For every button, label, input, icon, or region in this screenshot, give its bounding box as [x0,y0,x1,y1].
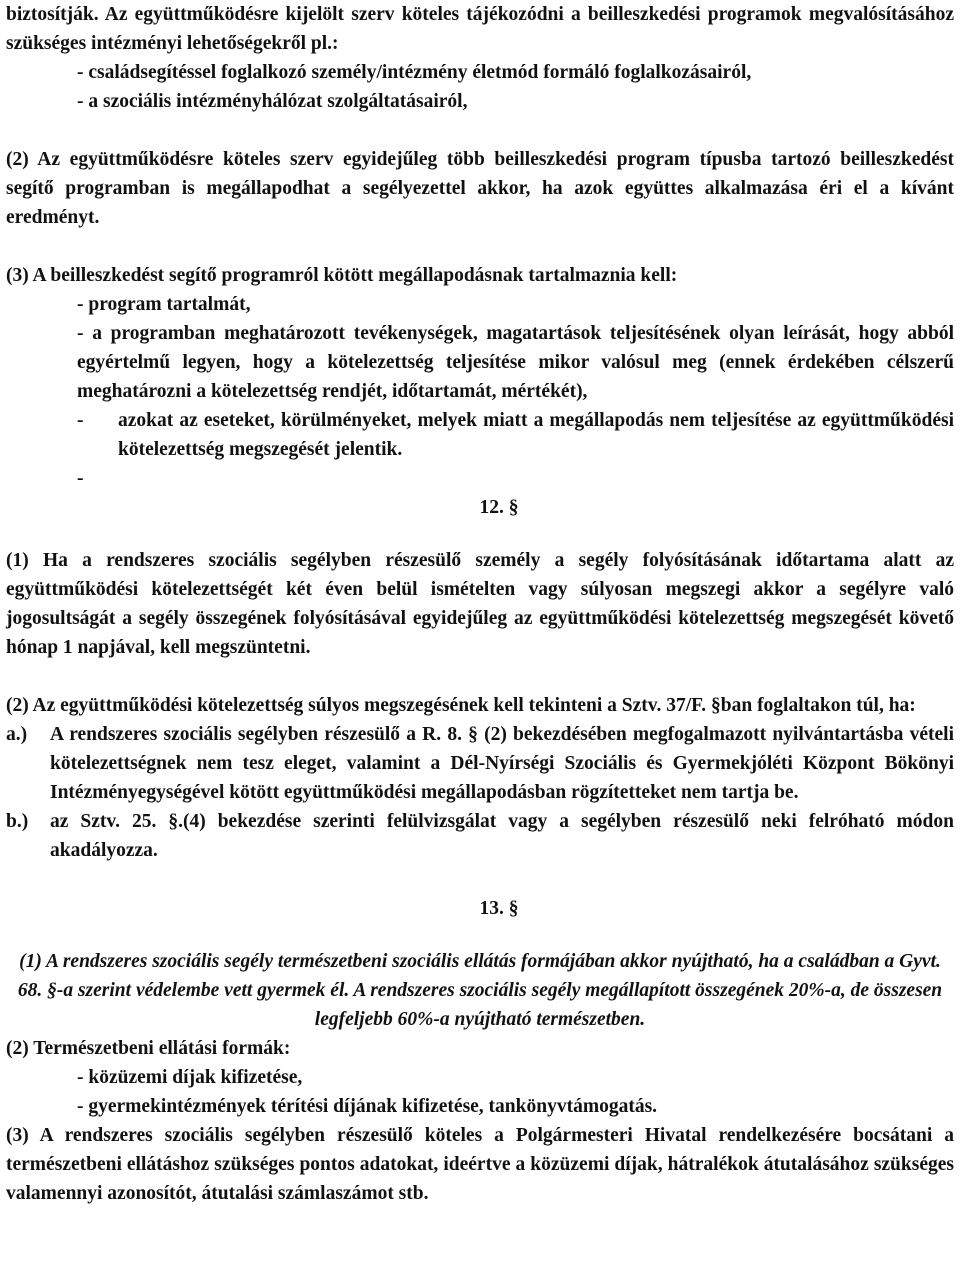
dash-marker: - [77,410,84,431]
paragraph-3-item-empty [6,464,954,493]
intro-paragraph [6,0,954,58]
paragraph-3-item: - a programban meghatározott tevékenységek, magatartások teljesítésének olyan leírását, hogy abból egyértelmű legyen, hogy a kötelezettség teljesítése mikor valósul meg (ennek érdekében célszerű meghatározni a kötelezettség rendjét, időtartamát, mértékét), [77,323,954,402]
paragraph-3-lead: (3) A beilleszkedést segítő programról kötött megállapodásnak tartalmaznia kell: [6,265,678,286]
section-13-paragraph-1: (1) A rendszeres szociális segély természetbeni szociális ellátás formájában akkor nyújtható, ha a családban a Gyvt. 68. §-a szerint védelembe vett gyermek él. A rendszeres szociális segély megállapított összegének 20%-a, de összesen legfeljebb 60%-a nyújtható természetben. [17,951,943,1030]
section-12-item-b [6,807,954,865]
intro-list-item: - a szociális intézményhálózat szolgáltatásairól, [77,91,468,112]
item-text: az Sztv. 25. §.(4) bekezdése szerinti felülvizsgálat vagy a segélyben részesülő neki felróható módon akadályozza. [50,811,954,861]
section-13-heading: 13. § [479,898,519,919]
paragraph-3-item-text: azokat az eseteket, körülményeket, melyek miatt a megállapodás nem teljesítése az együttműködési kötelezettség megszegését jelentik. [118,410,954,460]
dash-marker: - [77,468,84,489]
section-12-heading: 12. § [479,497,519,518]
item-label: a.) [6,724,28,745]
intro-paragraph-text: Az együttműködésre kijelölt szerv köteles tájékozódni a beilleszkedési programok megvalósításához szükséges intézményi lehetőségekről pl.: [6,4,954,54]
section-12-paragraph-2: (2) Az együttműködési kötelezettség súlyos megszegésének kell tekinteni a Sztv. 37/F. §ban foglaltakon túl, ha: [6,695,916,716]
paragraph-2: (2) Az együttműködésre köteles szerv egyidejűleg több beilleszkedési program típusba tartozó beilleszkedést segítő programban is megállapodhat a segélyezettel akkor, ha azok együttes alkalmazása éri el a kívánt eredményt. [6,149,954,228]
section-13-list-item: - gyermekintézmények térítési díjának kifizetése, tankönyvtámogatás. [77,1096,658,1117]
section-13-paragraph-2: (2) Természetbeni ellátási formák: [6,1038,291,1059]
section-13-list-item: - közüzemi díjak kifizetése, [77,1067,303,1088]
paragraph-3-item: - program tartalmát, [77,294,251,315]
section-12-item-a [6,720,954,807]
item-label: b.) [6,811,29,832]
section-12-paragraph-1: (1) Ha a rendszeres szociális segélyben részesülő személy a segély folyósításának időtartama alatt az együttműködési kötelezettségét két éven belül ismételten vagy súlyosan megszegi akkor a segélyre való jogosultságát a segély összegének folyósításával egyidejűleg az együttműködési kötelezettség megszegését követő hónap 1 napjával, kell megszüntetni. [6,550,954,658]
section-13-paragraph-3: (3) A rendszeres szociális segélyben részesülő köteles a Polgármesteri Hivatal rendelkezésére bocsátani a természetbeni ellátáshoz szükséges pontos adatokat, ideértve a közüzemi díjak, hátralékok átutalásához szükséges valamennyi azonosítót, átutalási számlaszámot stb. [6,1125,954,1204]
intro-list-item: - családsegítéssel foglalkozó személy/intézmény életmód formáló foglalkozásairól, [77,62,752,83]
item-text: A rendszeres szociális segélyben részesülő a R. 8. § (2) bekezdésében megfogalmazott nyilvántartásba vételi kötelezettségnek nem tesz eleget, valamint a Dél-Nyírségi Szociális és Gyermekjóléti Központ Bökönyi Intézményegységével kötött együttműködési megállapodásban rögzítetteket nem tartja be. [50,724,954,803]
intro-line-prefix: biztosítják. [6,4,99,25]
paragraph-3-item [6,406,954,464]
